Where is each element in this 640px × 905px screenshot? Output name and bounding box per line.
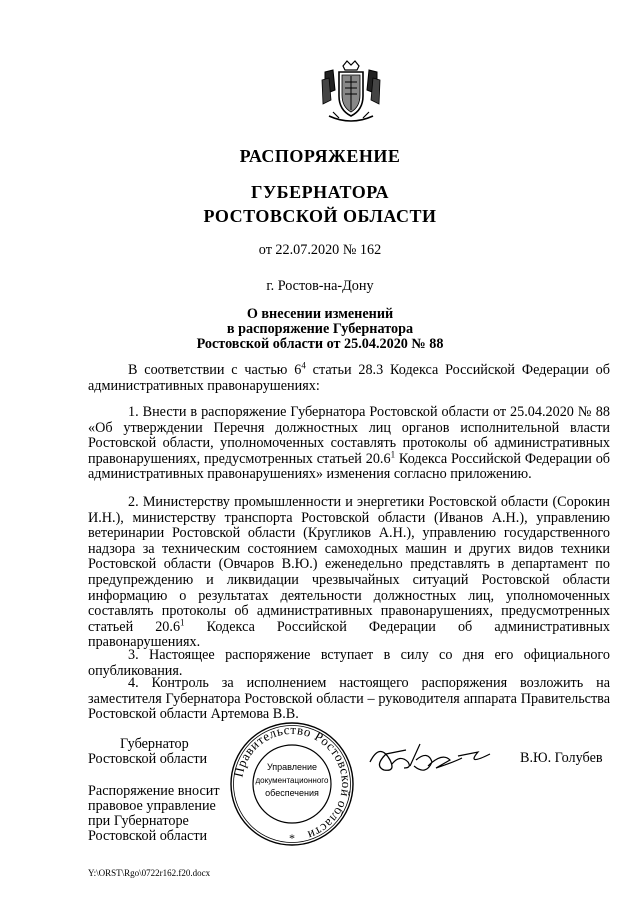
submitted-by-line-3: при Губернаторе bbox=[88, 813, 189, 829]
issuer-line-2: РОСТОВСКОЙ ОБЛАСТИ bbox=[203, 206, 437, 226]
stamp-center-line-2: документационного bbox=[255, 776, 329, 785]
signer-position-line-2: Ростовской области bbox=[88, 751, 208, 767]
item-3-paragraph: 3. Настоящее распоряжение вступает в силу со дня его официального опубликования. bbox=[88, 647, 610, 679]
intro-paragraph: В соответствии с частью $6^4$ статьи 28.3 Кодекса Российской Федерации об административных правонарушениях: bbox=[88, 360, 610, 394]
submitted-by-line-1: Распоряжение вносит bbox=[88, 783, 220, 799]
official-stamp bbox=[228, 720, 356, 848]
city: г. Ростов-на-Дону bbox=[266, 278, 374, 294]
subject-line-1: О внесении изменений bbox=[246, 306, 394, 322]
subject-line-3: Ростовской области от 25.04.2020 № 88 bbox=[196, 336, 444, 352]
item-2-paragraph: 2. Министерству промышленности и энергетики Ростовской области (Сорокин И.Н.), министерству транспорта Ростовской области (Иванов А.Н.), управлению ветеринарии Ростовской области (Кругликов А.Н.), управлению государственного надзора за техническим состоянием самоходных машин и других видов техники Ростовской области (Овчаров В.Ю.) еженедельно представлять в департамент по предупреждению и ликвидации чрезвычайных ситуаций Ростовской области информацию о результатах деятельности должностных лиц, уполномоченных составлять протоколы об административных правонарушениях, предусмотренных статьей 20.6$^1$ Кодекса Российской Федерации об административных правонарушениях. bbox=[88, 494, 610, 651]
signer-name: В.Ю. Голубев bbox=[520, 750, 603, 766]
subject-line-2: в распоряжение Губернатора bbox=[226, 321, 414, 337]
coat-of-arms-icon bbox=[319, 60, 383, 126]
stamp-center-line-1: Управление bbox=[266, 762, 318, 772]
document-type: РАСПОРЯЖЕНИЕ bbox=[239, 146, 401, 166]
item-4-paragraph: 4. Контроль за исполнением настоящего распоряжения возложить на заместителя Губернатора Ростовской области – руководителя аппарата Правительства Ростовской области Артемова В.В. bbox=[88, 675, 610, 723]
handwritten-signature bbox=[366, 736, 496, 782]
signer-position-line-1: Губернатор bbox=[120, 736, 189, 752]
submitted-by-line-4: Ростовской области bbox=[88, 828, 208, 844]
item-1-paragraph: 1. Внести в распоряжение Губернатора Ростовской области от 25.04.2020 № 88 «Об утверждении Перечня должностных лиц органов исполнительной власти Ростовской области, уполномоченных составлять протоколы об административных правонарушениях, предусмотренных статьей 20.6$^1$ Кодекса Российской Федерации об административных правонарушениях» изменения согласно приложению. bbox=[88, 404, 611, 483]
document-date-number: от 22.07.2020 № 162 bbox=[258, 242, 382, 258]
stamp-ring-text: Правительство Ростовской области bbox=[230, 721, 355, 844]
file-path-footer: Y:\ORST\Rgo\0722r162.f20.docx bbox=[88, 868, 211, 878]
submitted-by-line-2: правовое управление bbox=[88, 798, 216, 814]
stamp-star-icon: * bbox=[289, 831, 295, 845]
stamp-center-line-3: обеспечения bbox=[265, 788, 319, 798]
issuer-line-1: ГУБЕРНАТОРА bbox=[251, 182, 389, 202]
